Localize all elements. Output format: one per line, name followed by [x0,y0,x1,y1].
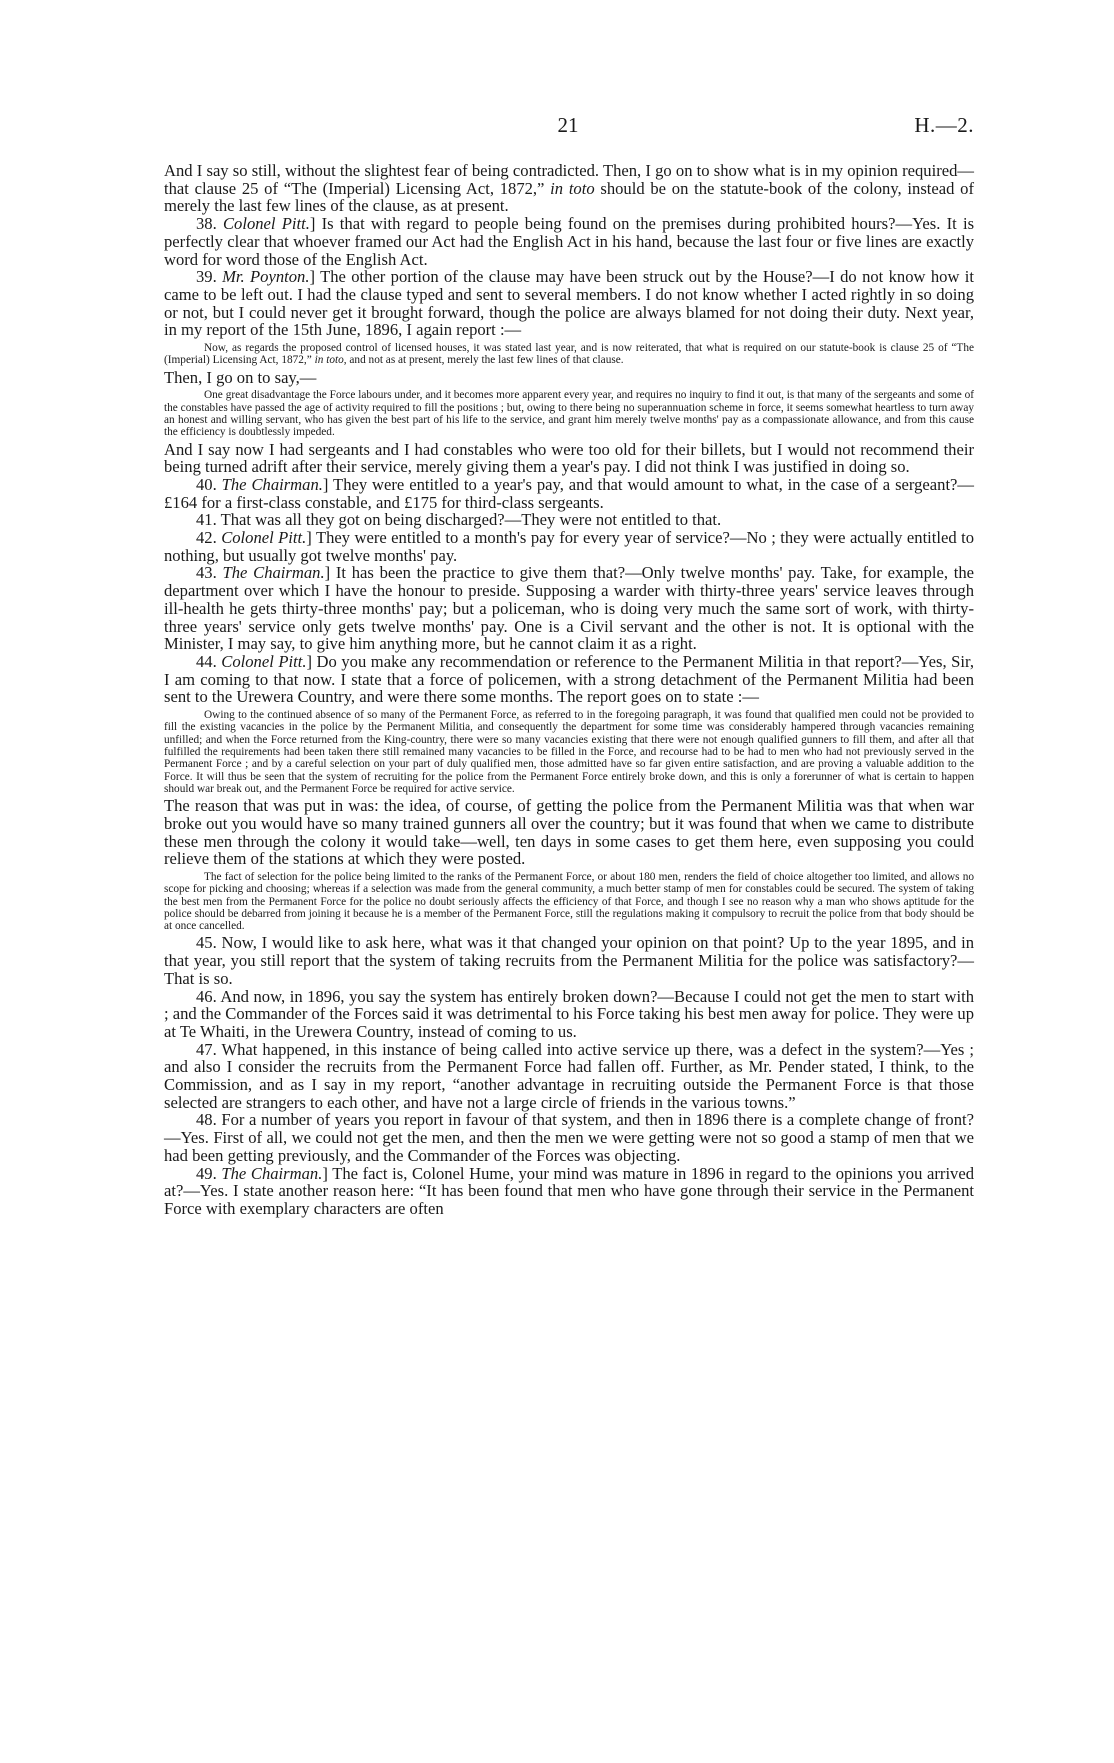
paragraph [164,268,974,339]
paragraph [164,1165,974,1218]
speaker-label: 38. Colonel Pitt.] [196,214,316,234]
paragraph [164,653,974,706]
paragraph [164,797,974,868]
paragraph [164,441,974,476]
paragraph-text: One great disadvantage the Force labours under, and it becomes more apparent every year, and requires no inquiry to find it out, is that many of the sergeants and some of the constables have passed the age of activity required to fill the positions ; but, owing to there being no superannuation scheme in force, it seems somewhat heartless to turn away an honest and willing servant, who has given the best part of his life to the service, and grant him merely twelve months' pay as a compassionate allowance, and from this cause the efficiency is doubtlessly impeded. [164,389,974,439]
paragraph-text: Owing to the continued absence of so many of the Permanent Force, as referred to in the foregoing paragraph, it was found that qualified men could not be provided to fill the existing vacancies in the police by the Permanent Militia, and consequently the department for some time was considerably hampered through vacancies remaining unfilled; and when the Force returned from the King-country, there were so many vacancies existing that there were not enough qualified gunners to fill them, and after all that fulfilled the requirements had been taken there still remained many vacancies to be filled in the Force, and recourse had to be had to men who had not previously served in the Permanent Force ; and by a careful selection on your part of duly qualified men, those admitted have so far given entire satisfaction, and are proving a valuable addition to the Force. It will thus be seen that the system of recruiting for the police from the Permanent Force entirely broke down, and this is only a forerunner of what is certain to happen should war break out, and the Permanent Force be required for active service. [164,709,974,795]
paragraph-text: They were entitled to a month's pay for every year of service?—No ; they were actually entitled to nothing, but usually got twelve months' pay. [164,528,975,565]
paragraph [164,1111,974,1164]
paragraph-text: It has been the practice to give them that?—Only twelve months' pay. Take, for example, the department over which I have the honour to preside. Supposing a warder with thirty-three years' service leaves through ill-health he gets thirty-three months' pay; but a policeman, who is doing very much the same sort of work, with thirty-three years' service only gets twelve months' pay. One is a Civil servant and the other is not. It is optional with the Minister, I may say, to give him anything more, but he cannot claim it as a right. [164,563,975,654]
paragraph [164,162,974,215]
paragraph [164,1041,974,1112]
paragraph [164,511,974,529]
speaker-label: 42. Colonel Pitt.] [196,528,312,548]
paragraph-text: The fact is, Colonel Hume, your mind was mature in 1896 in regard to the opinions you arrived at?—Yes. I state another reason here: “It has been found that men who have gone through their service in the Permanent Force with exemplary characters are often [164,1163,975,1218]
quoted-excerpt [164,709,974,795]
paragraph-text: Now, as regards the proposed control of licensed houses, it was stated last year, and is now reiterated, that what is required on our statute-book is clause 25 of “The (Imperial) Licensing Act, 1872,” in toto, and not as at present, merely the last few lines of that clause. [164,342,974,367]
paragraph-text: Is that with regard to people being found on the premises during prohibited hours?—Yes. It is perfectly clear that whoever framed our Act had the English Act in his hand, because the last four or five lines are exactly word for word those of the English Act. [164,214,975,269]
quoted-excerpt [164,871,974,932]
paragraph-text: 45. Now, I would like to ask here, what was it that changed your opinion on that point? Up to the year 1895, and in that year, you still report that the system of taking recruits from the Permanent Militia for the police was satisfactory?—That is so. [164,933,974,988]
paragraph [164,529,974,564]
page-number: 21 [557,113,579,137]
speaker-label: 44. Colonel Pitt.] [196,651,313,671]
paragraph-text: And I say now I had sergeants and I had constables who were too old for their billets, but I would not recommend their being turned adrift after their service, merely giving them a year's pay. I did not think I was justified in doing so. [164,439,974,477]
paragraph-text: 47. What happened, in this instance of being called into active service up there, was a defect in the system?—Yes ; and also I consider the recruits from the Permanent Force had fallen off. Further, as Mr. Pender stated, I think, to the Commission, and as I say in my report, “another advantage in recruiting outside the Permanent Force is that those selected are strangers to each other, and have not a large circle of friends in the various towns.” [164,1039,974,1112]
paragraph [164,476,974,511]
paragraph-text: 48. For a number of years you report in favour of that system, and then in 1896 there is a complete change of front?—Yes. First of all, we could not get the men, and then the men we were getting were not so good a stamp of men that we had been getting previously, and the Commander of the Forces was objecting. [164,1110,974,1165]
body-text [164,162,974,1218]
paragraph-text: They were entitled to a year's pay, and that would amount to what, in the case of a sergeant?—£164 for a first-class constable, and £175 for third-class sergeants. [164,474,975,512]
paragraph-text: Do you make any recommendation or reference to the Permanent Militia in that report?—Yes, Sir, I am coming to that now. I state that a force of policemen, with a strong detachment of the Permanent Militia had been sent to the Urewera Country, and were there some months. The report goes on to state :— [164,651,974,707]
paragraph-text: The fact of selection for the police being limited to the ranks of the Permanent Force, or about 180 men, renders the field of choice altogether too limited, and allows no scope for picking and choosing; whereas if a selection was made from the general community, a much better stamp of men for constables could be secured. The system of taking the best men from the Permanent Force for the police no doubt seriously affects the efficiency of that Force, and though I see no reason why a man who shows aptitude for the police should be debarred from joining it because he is a member of the Permanent Force, still the regulations making it compulsory to recruit the police from that body should be at once cancelled. [164,870,974,933]
paragraph [164,215,974,268]
paragraph-text: The reason that was put in was: the idea, of course, of getting the police from the Permanent Militia was that when war broke out you would have so many trained gunners all over the country; but it was found that when we came to distribute these men through the colony it would take—well, ten days in some cases to get them here, even supposing you could relieve them of the stations at which they were posted. [164,796,974,869]
paragraph [164,988,974,1041]
document-reference: H.—2. [914,113,974,137]
paragraph-text: 41. That was all they got on being discharged?—They were not entitled to that. [196,510,722,530]
paragraph-text: And I say so still, without the slightest fear of being contradicted. Then, I go on to show what is in my opinion required—that clause 25 of “The (Imperial) Licensing Act, 1872,” in toto should be on the statute-book of the colony, instead of merely the last few lines of the clause, as at present. [164,161,974,216]
quoted-excerpt [164,389,974,438]
paragraph-text: The other portion of the clause may have been struck out by the House?—I do not know how it came to be left out. I had the clause typed and sent to several members. I do not know whether I acted rightly in so doing or not, but I could never get it brought forward, though the police are always blamed for not doing their duty. Next year, in my report of the 15th June, 1896, I again report :— [164,267,975,340]
speaker-label: 49. The Chairman.] [196,1163,328,1183]
paragraph-text: 46. And now, in 1896, you say the system has entirely broken down?—Because I could not get the men to start with ; and the Commander of the Forces said it was detrimental to his Force taking his best men away for police. They were up at Te Whaiti, in the Urewera Country, instead of coming to us. [164,986,974,1041]
paragraph [164,564,974,653]
quoted-excerpt [164,342,974,367]
speaker-label: 39. Mr. Poynton.] [196,267,316,287]
paragraph-text: Then, I go on to say,— [164,367,317,387]
speaker-label: 43. The Chairman.] [196,563,331,583]
page-header [162,113,974,143]
paragraph [164,369,974,387]
speaker-label: 40. The Chairman.] [196,474,329,494]
paragraph [164,934,974,987]
